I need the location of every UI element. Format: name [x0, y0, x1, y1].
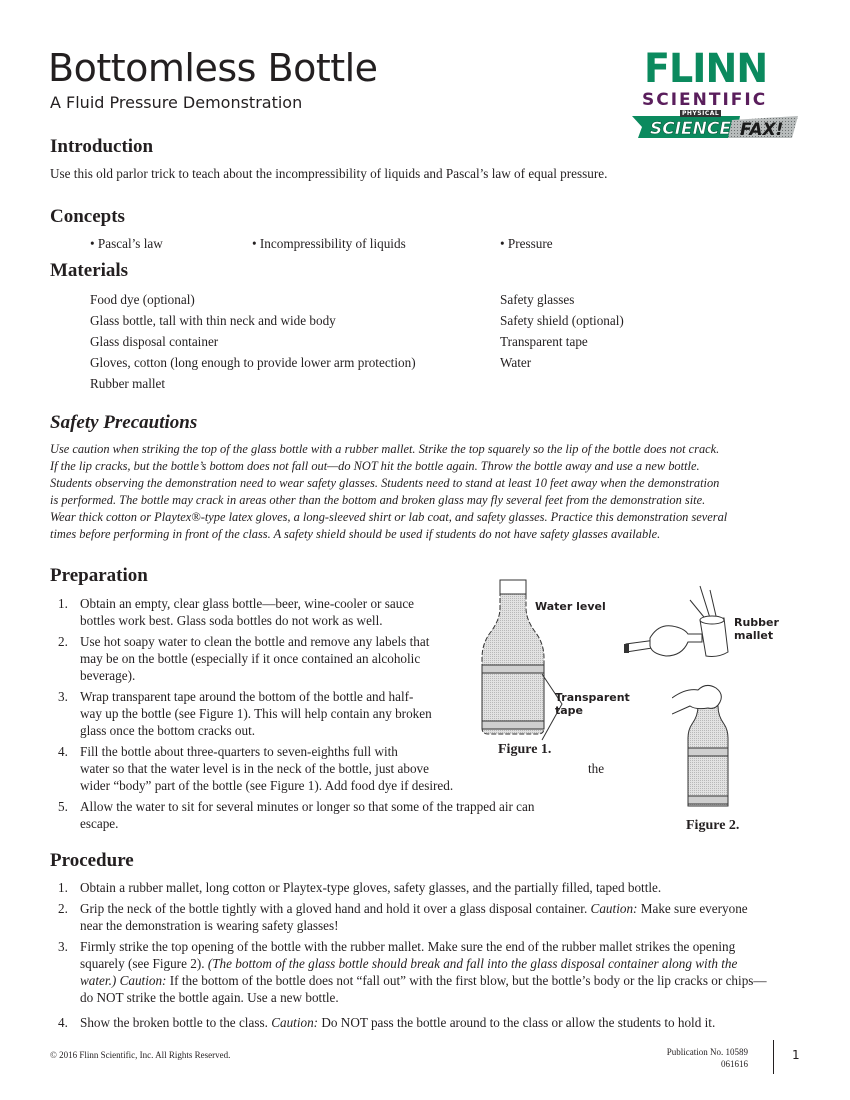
concept-item: • Pressure — [500, 236, 553, 251]
materials-right-column — [500, 289, 624, 373]
safety-text — [50, 441, 790, 543]
preparation-heading: Preparation — [50, 565, 148, 586]
safety-line: Students observing the demonstration need to wear safety glasses. Students need to stand at least 10 feet away when the demonstration — [50, 476, 720, 490]
preparation-step: 2. Use hot soapy water to clean the bottle and remove any labels that may be on the bottle (especially if it once contained an alcoholic beverage). — [58, 634, 430, 683]
introduction-text: Use this old parlor trick to teach about the incompressibility of liquids and Pascal’s law of equal pressure. — [50, 166, 608, 181]
materials-left-column — [90, 289, 416, 394]
figure2-caption: Figure 2. — [686, 818, 740, 833]
concepts-heading: Concepts — [50, 206, 125, 227]
procedure-steps — [58, 879, 770, 1035]
safety-line: Use caution when striking the top of the glass bottle with a rubber mallet. Strike the top squarely so the lip of the bottle does not crack. — [50, 442, 720, 456]
material-item: Glass bottle, tall with thin neck and wide body — [90, 313, 336, 328]
material-item: Water — [500, 355, 532, 370]
figure1-water-level-label: Water level — [535, 600, 606, 613]
safety-line: is performed. The bottle may crack in areas other than the bottom and broken glass may fly several feet from the demonstration site. — [50, 493, 706, 507]
procedure-step: 2. Grip the neck of the bottle tightly with a gloved hand and hold it over a glass disposal container. Caution: Make sure everyone near the demonstration is wearing safety glasses! — [58, 901, 748, 933]
safety-heading: Safety Precautions — [50, 412, 198, 433]
materials-heading: Materials — [50, 260, 129, 281]
figure2-bottle-icon — [672, 680, 732, 812]
procedure-step: 1. Obtain a rubber mallet, long cotton or Playtex-type gloves, safety glasses, and the partially filled, taped bottle. — [58, 880, 662, 895]
figure2-mallet-label: Rubber mallet — [734, 616, 779, 642]
svg-text:SCIENCE: SCIENCE — [650, 119, 731, 139]
flinn-logo — [630, 46, 810, 145]
concept-item: • Incompressibility of liquids — [252, 236, 406, 251]
logo-physical-tag: PHYSICAL — [682, 110, 720, 117]
svg-text:FAX!: FAX! — [740, 120, 784, 140]
material-item: Safety glasses — [500, 292, 575, 307]
introduction-heading: Introduction — [50, 136, 154, 157]
concept-item: • Pascal’s law — [90, 236, 163, 251]
page-subtitle: A Fluid Pressure Demonstration — [50, 93, 303, 112]
material-item: Transparent tape — [500, 334, 588, 349]
safety-line: If the lip cracks, but the bottle’s bottom does not fall out—do NOT hit the bottle again. Throw the bottle away and use a new bottle. — [50, 459, 700, 473]
page-title: Bottomless Bottle — [48, 46, 378, 90]
safety-line: Wear thick cotton or Playtex®-type latex gloves, a long-sleeved shirt or lab coat, and safety glasses. Practice this demonstration several — [50, 510, 728, 524]
preparation-step: 3. Wrap transparent tape around the bottom of the bottle and half- way up the bottle (see Figure 1). This will help contain any broken glass once the bottom cracks out. — [58, 689, 432, 738]
material-item: Food dye (optional) — [90, 292, 195, 307]
figure1-tape-label: Transparent tape — [555, 691, 630, 717]
safety-line: times before performing in front of the class. A safety shield should be used if students do not have safety glasses available. — [50, 527, 661, 541]
material-item: Rubber mallet — [90, 376, 166, 391]
figure2-mallet-hand-icon — [622, 580, 742, 662]
procedure-heading: Procedure — [50, 850, 134, 871]
logo-scientific-text: SCIENTIFIC — [642, 90, 768, 110]
logo-flinn-text: FLINN — [644, 46, 768, 92]
procedure-step: 4. Show the broken bottle to the class. Caution: Do NOT pass the bottle around to the class or allow the students to hold it. — [58, 1015, 716, 1030]
preparation-step: 1. Obtain an empty, clear glass bottle—beer, wine-cooler or sauce bottles work best. Glass soda bottles do not work as well. — [58, 596, 415, 628]
copyright-text: © 2016 Flinn Scientific, Inc. All Rights Reserved. — [50, 1050, 231, 1060]
material-item: Glass disposal container — [90, 334, 219, 349]
material-item: Gloves, cotton (long enough to provide lower arm protection) — [90, 355, 416, 370]
publication-info: Publication No. 10589 061616 — [666, 1047, 748, 1069]
figure1-caption: Figure 1. — [498, 742, 552, 757]
footer-divider — [773, 1040, 774, 1074]
preparation-step: 5. Allow the water to sit for several minutes or longer so that some of the trapped air can escape. — [58, 799, 535, 831]
material-item: Safety shield (optional) — [500, 313, 624, 328]
preparation-step: 4. Fill the bottle about three-quarters to seven-eighths full with water so that the water level is in the neck of the bottle, just above the wider “body” part of the bottle (see Figure 1). Add food dye if desired. — [58, 744, 605, 793]
procedure-step: 3. Firmly strike the top opening of the bottle with the rubber mallet. Make sure the end of the rubber mallet strikes the opening squarely (see Figure 2). (The bottom of the glass bottle should break and fall into the glass disposal container along with the water.) Caution: If the bottom of the bottle does not “fall out” with the first blow, but the bottle’s body or the lip cracks or chips—do NOT strike the bottle again. Use a new bottle. — [58, 939, 767, 1005]
page-number: 1 — [792, 1048, 800, 1062]
